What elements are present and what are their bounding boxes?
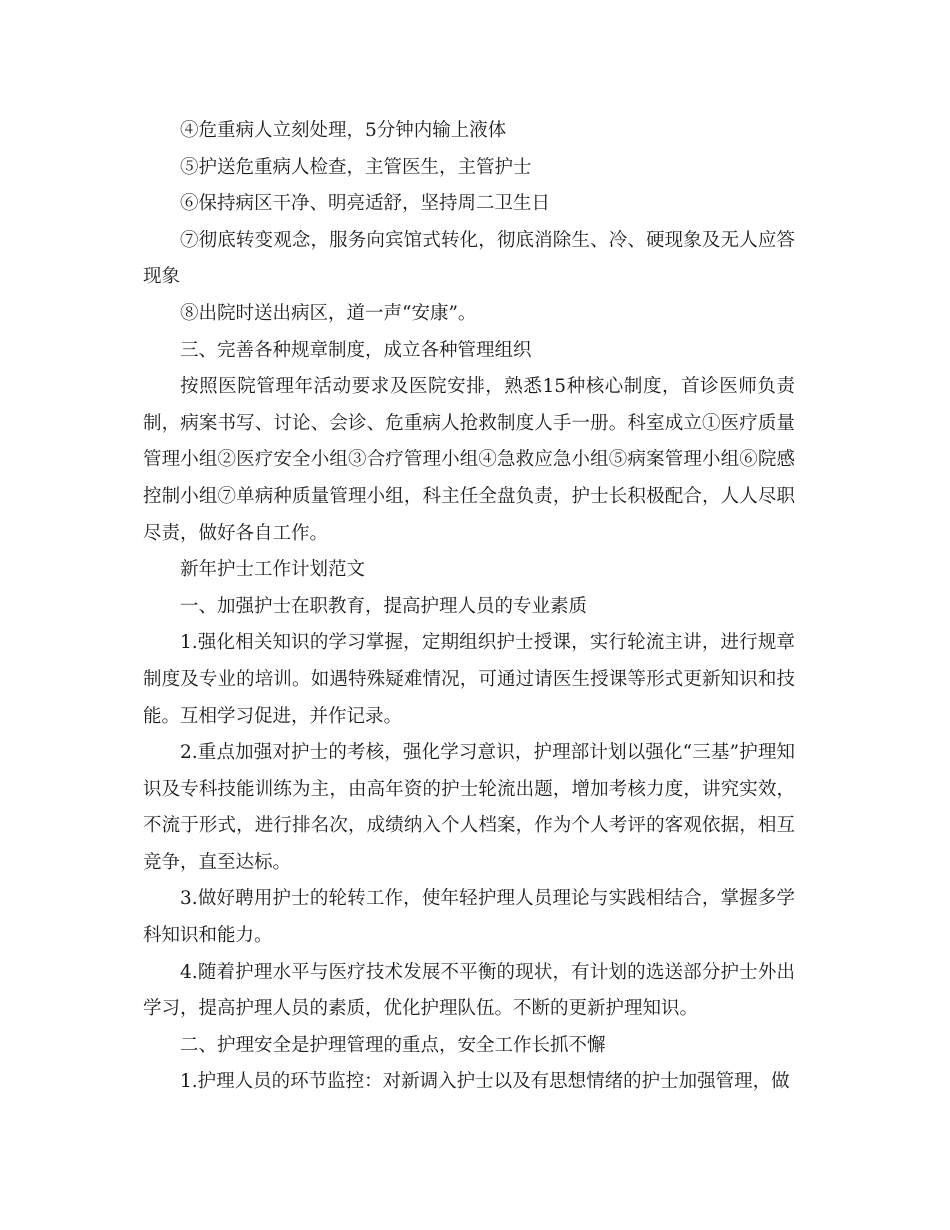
paragraph-safety-1: 1.护理人员的环节监控：对新调入护士以及有思想情绪的护士加强管理，做 [180,1071,790,1093]
paragraph-point-1: 1.强化相关知识的学习掌握，定期组织护士授课，实行轮流主讲，进行规章制度及专业的培训。如遇特殊疑难情况，可通过请医生授课等形式更新知识和技能。互相学习促进，并作记录。 [143,632,795,727]
paragraph-item-7: ⑦彻底转变观念，服务向宾馆式转化，彻底消除生、冷、硬现象及无人应答现象 [143,229,795,288]
paragraph-item-8: ⑧出院时送出病区，道一声“安康”。 [180,302,477,324]
paragraph-point-2: 2.重点加强对护士的考核，强化学习意识，护理部计划以强化“三基”护理知识及专科技能训练为主，由高年资的护士轮流出题，增加考核力度，讲究实效，不流于形式，进行排名次，成绩纳入个人档案，作为个人考评的客观依据，相互竞争，直至达标。 [143,742,795,873]
section-heading-3: 三、完善各种规章制度，成立各种管理组织 [180,339,532,361]
paragraph-item-5: ⑤护送危重病人检查，主管医生，主管护士 [180,156,532,178]
paragraph-point-3: 3.做好聘用护士的轮转工作，使年轻护理人员理论与实践相结合，掌握多学科知识和能力。 [143,888,795,947]
document-title: 新年护士工作计划范文 [180,559,366,581]
paragraph-point-4: 4.随着护理水平与医疗技术发展不平衡的现状，有计划的选送部分护士外出学习，提高护理人员的素质，优化护理队伍。不断的更新护理知识。 [143,961,795,1020]
paragraph-regulations: 按照医院管理年活动要求及医院安排，熟悉15种核心制度，首诊医师负责制，病案书写、讨论、会诊、危重病人抢救制度人手一册。科室成立①医疗质量管理小组②医疗安全小组③合疗管理小组④急救应急小组⑤病案管理小组⑥院感控制小组⑦单病种质量管理小组，科主任全盘负责，护士长积极配合，人人尽职尽责，做好各自工作。 [143,376,795,544]
document-body [143,113,795,1101]
paragraph-item-4: ④危重病人立刻处理，5分钟内输上液体 [180,120,507,141]
section-heading-1: 一、加强护士在职教育，提高护理人员的专业素质 [180,595,588,617]
section-heading-2: 二、护理安全是护理管理的重点，安全工作长抓不懈 [180,1034,606,1056]
paragraph-item-6: ⑥保持病区干净、明亮适舒，坚持周二卫生日 [180,193,551,215]
